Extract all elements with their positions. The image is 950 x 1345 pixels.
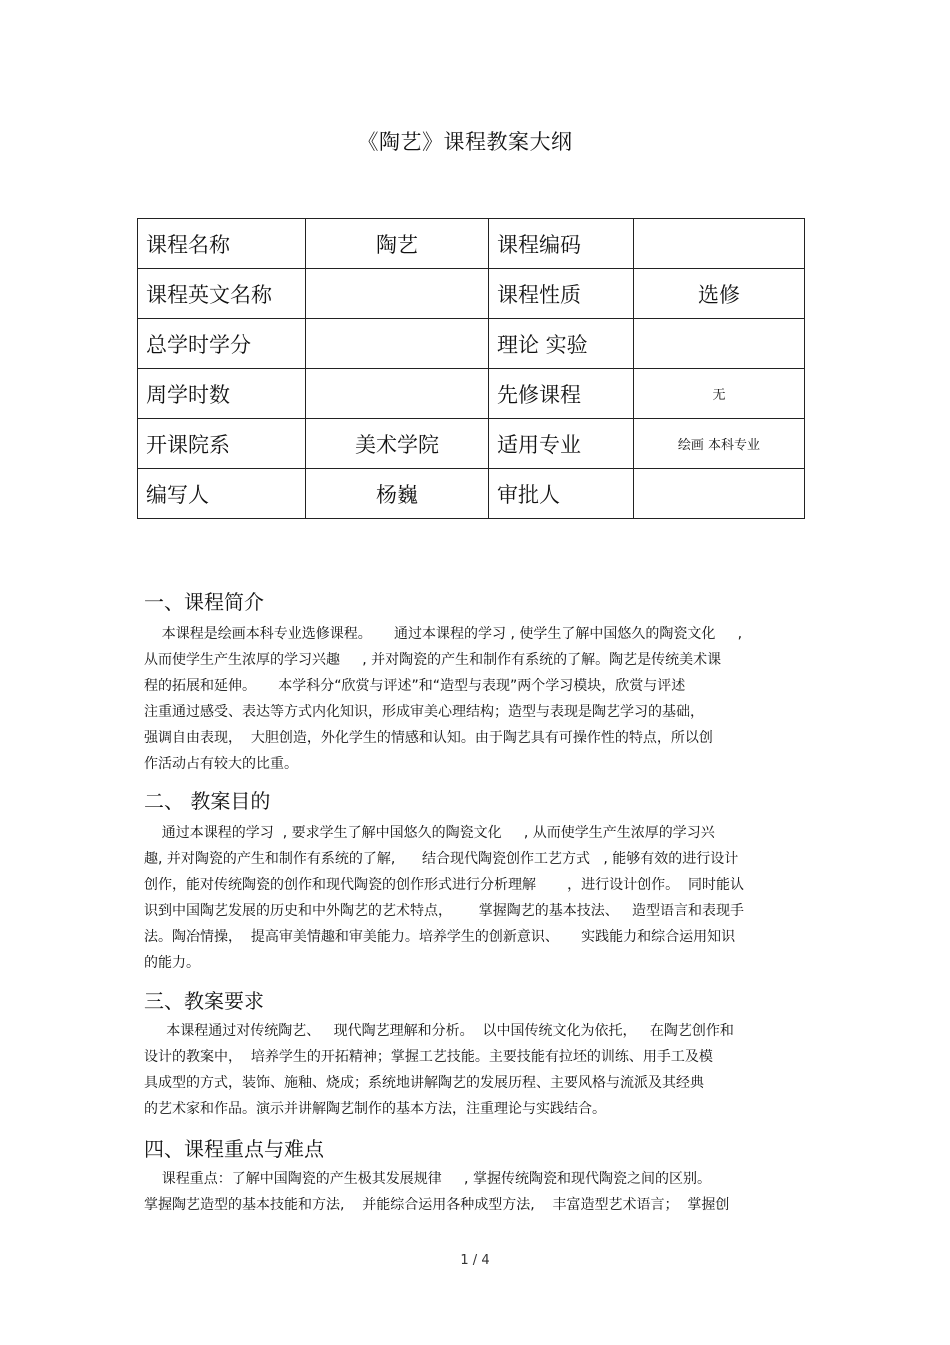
table-value-cell bbox=[634, 219, 805, 269]
table-value-cell: 陶艺 bbox=[306, 219, 489, 269]
table-value-cell bbox=[306, 369, 489, 419]
table-label-cell: 总学时学分 bbox=[138, 319, 306, 369]
table-row bbox=[138, 469, 805, 519]
table-value-cell bbox=[634, 319, 805, 369]
table-label-cell: 理论 实验 bbox=[489, 319, 634, 369]
table-value-cell: 美术学院 bbox=[306, 419, 489, 469]
section-body-key-points bbox=[144, 1166, 729, 1218]
table-value-cell bbox=[306, 269, 489, 319]
section-body-requirements bbox=[144, 1018, 734, 1122]
section-heading-key-points: 四、课程重点与难点 bbox=[144, 1137, 324, 1161]
table-value-cell bbox=[306, 319, 489, 369]
paragraph-line: 本课程是绘画本科专业选修课程。 通过本课程的学习 , 使学生了解中国悠久的陶瓷文化 , bbox=[144, 626, 743, 642]
paragraph-line: 法。陶冶情操， 提高审美情趣和审美能力。培养学生的创新意识、 实践能力和综合运用知识 bbox=[144, 929, 736, 945]
table-label-cell: 审批人 bbox=[489, 469, 634, 519]
table-label-cell: 课程编码 bbox=[489, 219, 634, 269]
section-body-intro bbox=[144, 621, 742, 777]
paragraph-line: 趣, 并对陶瓷的产生和制作有系统的了解, 结合现代陶瓷创作工艺方式 , 能够有效的进行设计 bbox=[144, 851, 739, 867]
paragraph-line: 强调自由表现， 大胆创造，外化学生的情感和认知。由于陶艺具有可操作性的特点，所以创 bbox=[144, 730, 713, 746]
paragraph-line: 程的拓展和延伸。 本学科分“欣赏与评述”和“造型与表现”两个学习模块，欣赏与评述 bbox=[144, 678, 686, 694]
table-label-cell: 先修课程 bbox=[489, 369, 634, 419]
paragraph-line: 本课程通过对传统陶艺、 现代陶艺理解和分析。 以中国传统文化为依托， 在陶艺创作和 bbox=[144, 1023, 734, 1039]
table-value-cell: 无 bbox=[634, 369, 805, 419]
paragraph-line: 的能力。 bbox=[144, 955, 200, 971]
table-value-cell: 绘画 本科专业 bbox=[634, 419, 805, 469]
table-value-cell bbox=[634, 469, 805, 519]
table-label-cell: 课程性质 bbox=[489, 269, 634, 319]
paragraph-line: 课程重点：了解中国陶瓷的产生极其发展规律 , 掌握传统陶瓷和现代陶瓷之间的区别。 bbox=[144, 1171, 711, 1187]
table-row bbox=[138, 219, 805, 269]
paragraph-line: 设计的教案中， 培养学生的开拓精神；掌握工艺技能。主要技能有拉坯的训练、用手工及模 bbox=[144, 1049, 713, 1065]
document-title: 《陶艺》课程教案大纲 bbox=[357, 130, 573, 154]
table-label-cell: 周学时数 bbox=[138, 369, 306, 419]
table-label-cell: 编写人 bbox=[138, 469, 306, 519]
section-body-purpose bbox=[144, 820, 744, 976]
table-row bbox=[138, 269, 805, 319]
table-row bbox=[138, 319, 805, 369]
paragraph-line: 创作，能对传统陶瓷的创作和现代陶瓷的创作形式进行分析理解 ，进行设计创作。 同时能认 bbox=[144, 877, 745, 893]
section-heading-intro: 一、课程简介 bbox=[144, 590, 264, 614]
table-label-cell: 适用专业 bbox=[489, 419, 634, 469]
paragraph-line: 的艺术家和作品。演示并讲解陶艺制作的基本方法，注重理论与实践结合。 bbox=[144, 1101, 606, 1117]
paragraph-line: 作活动占有较大的比重。 bbox=[144, 756, 298, 772]
paragraph-line: 具成型的方式，装饰、施釉、烧成；系统地讲解陶艺的发展历程、主要风格与流派及其经典 bbox=[144, 1075, 704, 1091]
table-label-cell: 开课院系 bbox=[138, 419, 306, 469]
table-value-cell: 选修 bbox=[634, 269, 805, 319]
table-label-cell: 课程名称 bbox=[138, 219, 306, 269]
table-row bbox=[138, 419, 805, 469]
section-heading-purpose: 二、 教案目的 bbox=[144, 789, 271, 813]
table-label-cell: 课程英文名称 bbox=[138, 269, 306, 319]
paragraph-line: 识到中国陶艺发展的历史和中外陶艺的艺术特点， 掌握陶艺的基本技法、 造型语言和表现手 bbox=[144, 903, 745, 919]
paragraph-line: 通过本课程的学习 , 要求学生了解中国悠久的陶瓷文化 , 从而使学生产生浓厚的学习兴 bbox=[144, 825, 715, 841]
paragraph-line: 掌握陶艺造型的基本技能和方法, 并能综合运用各种成型方法, 丰富造型艺术语言； 掌握创 bbox=[144, 1197, 730, 1213]
paragraph-line: 从而使学生产生浓厚的学习兴趣 , 并对陶瓷的产生和制作有系统的了解。陶艺是传统美术课 bbox=[144, 652, 722, 668]
table-row bbox=[138, 369, 805, 419]
course-info-table bbox=[137, 218, 805, 519]
table-value-cell: 杨巍 bbox=[306, 469, 489, 519]
paragraph-line: 注重通过感受、表达等方式内化知识，形成审美心理结构；造型与表现是陶艺学习的基础， bbox=[144, 704, 704, 720]
page-number: 1 / 4 bbox=[460, 1253, 490, 1268]
section-heading-requirements: 三、教案要求 bbox=[144, 989, 264, 1013]
